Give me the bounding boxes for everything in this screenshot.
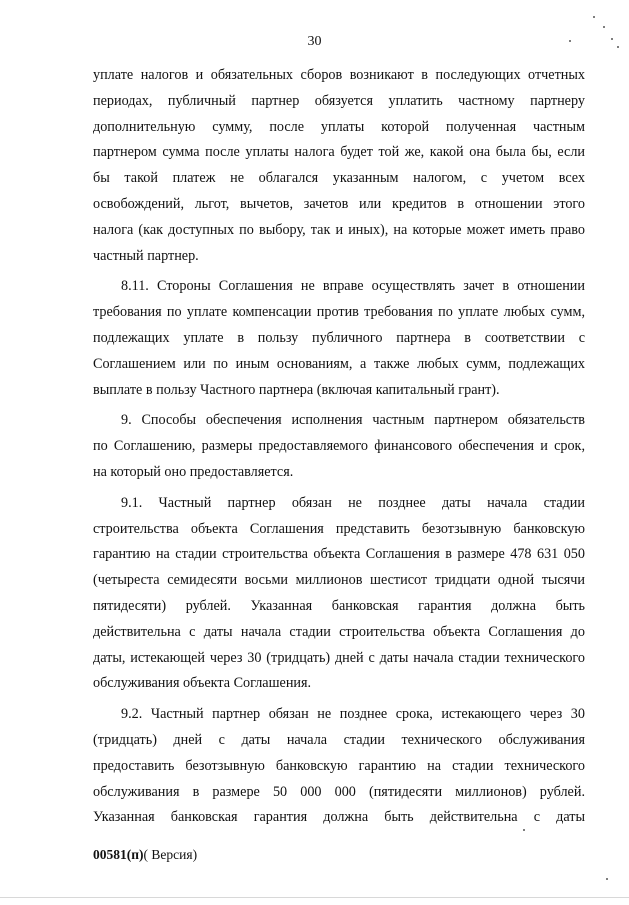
text-line: строительства объекта Соглашения представить безотзывную банковскую [93,520,585,537]
scan-speck [603,26,605,28]
text-line: (четыреста семидесяти восьми миллионов шестисот тридцати одной тысячи [93,572,585,589]
text-line: обслуживания в размере 50 000 000 (пятидесяти миллионов) рублей. [93,783,585,800]
clause-9-1-line: 9.1. Частный партнер обязан не позднее даты начала стадии [121,494,585,511]
scan-speck [593,16,595,18]
text-line: (тридцать) дней с даты начала стадии технического обслуживания [93,731,585,748]
text-line: уплате налогов и обязательных сборов возникают в последующих отчетных [93,67,585,83]
text-line: на который оно предоставляется. [93,463,294,480]
scan-speck [523,829,525,831]
text-line: бы такой платеж не облагался указанным налогом, с учетом всех [93,170,585,187]
text-line: требования по уплате компенсации против требования по уплате любых сумм, [93,304,585,321]
text-line: налога (как доступных по выбору, так и иных), на которые может иметь право [93,221,585,238]
text-line: Соглашением или по иным основаниям, а также любых сумм, подлежащих [93,355,585,372]
text-line: освобождений, льгот, вычетов, зачетов или кредитов в отношении этого [93,195,585,212]
text-line: частный партнер. [93,247,199,264]
document-version: ( Версия) [143,847,198,862]
clause-8-11-line: 8.11. Стороны Соглашения не вправе осуществлять зачет в отношении [121,278,585,295]
document-body [93,63,585,831]
section-9-heading-line: 9. Способы обеспечения исполнения частным партнером обязательств [121,412,585,429]
clause-9-2-line: 9.2. Частный партнер обязан не позднее срока, истекающего через 30 [121,706,585,723]
text-line: выплате в пользу Частного партнера (включая капитальный грант). [93,381,500,398]
text-line: обслуживания объекта Соглашения. [93,675,312,692]
text-line: действительна с даты начала стадии строительства объекта Соглашения до [93,623,585,640]
text-line: подлежащих уплате в пользу публичного партнера в соответствии с [93,329,585,346]
page-number: 30 [307,34,322,49]
document-footer [93,847,197,863]
scan-edge-line [0,897,629,898]
scan-speck [611,38,613,40]
text-line: пятидесяти) рублей. Указанная банковская гарантия должна быть [93,597,585,614]
document-code: 00581(п) [93,847,144,862]
text-line: по Соглашению, размеры предоставляемого финансового обеспечения и срок, [93,438,585,455]
scan-speck [606,878,608,880]
text-line: гарантию на стадии строительства объекта Соглашения в размере 478 631 050 [93,546,585,563]
text-line: предоставить безотзывную банковскую гарантию на стадии технического [93,757,585,774]
text-line: партнером сумма после уплаты налога будет той же, какой она была бы, если [93,144,585,161]
text-line: периодах, публичный партнер обязуется уплатить частному партнеру [93,92,585,109]
scan-speck [617,46,619,48]
scan-speck [569,40,571,42]
text-line: Указанная банковская гарантия должна быть действительна с даты [93,809,585,826]
text-line: дополнительную сумму, после уплаты которой полученная частным [93,118,585,135]
text-line: даты, истекающей через 30 (тридцать) дней с даты начала стадии технического [93,649,585,666]
